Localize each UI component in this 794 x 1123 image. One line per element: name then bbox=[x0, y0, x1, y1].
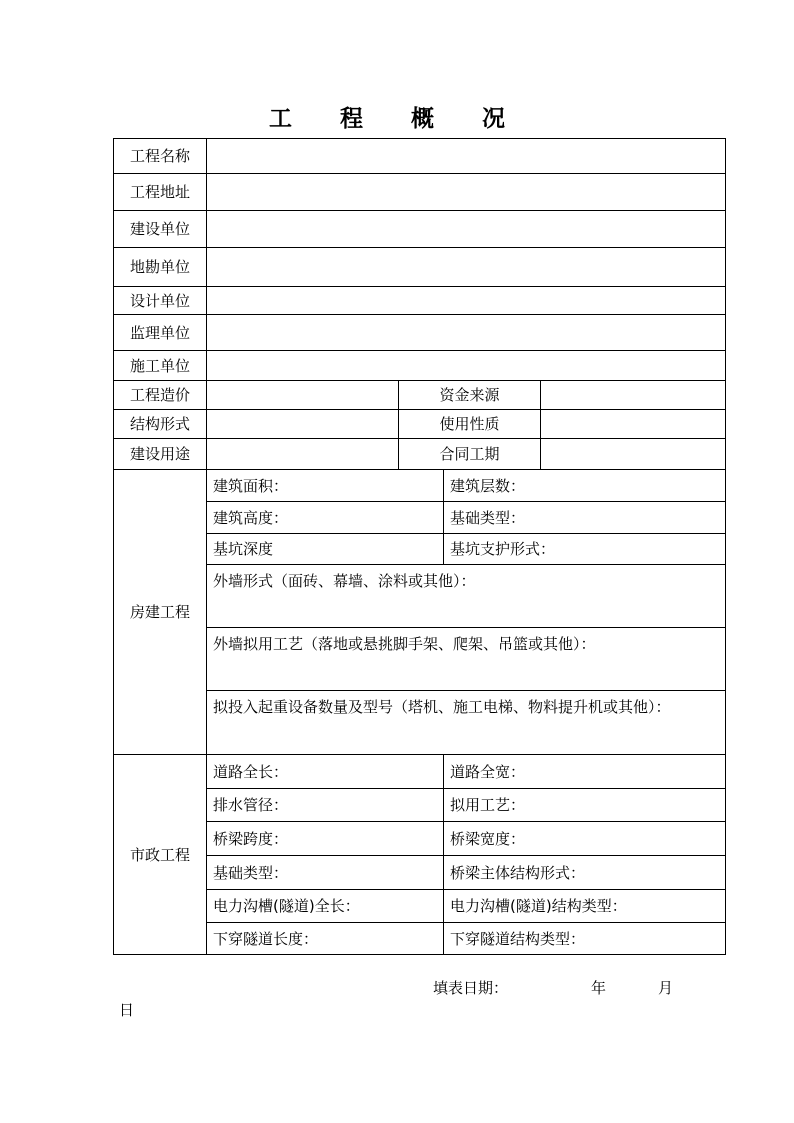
field-trench-length[interactable]: 电力沟槽(隧道)全长： bbox=[207, 890, 444, 923]
field-municipal-foundation-type[interactable]: 基础类型： bbox=[207, 856, 444, 890]
label-design-unit: 设计单位 bbox=[114, 287, 207, 315]
field-pit-depth[interactable]: 基坑深度 bbox=[207, 534, 444, 565]
month-label: 月 bbox=[658, 979, 674, 997]
label-project-name: 工程名称 bbox=[114, 139, 207, 174]
field-building-height[interactable]: 建筑高度： bbox=[207, 502, 444, 534]
input-construction-unit[interactable] bbox=[207, 211, 725, 248]
field-building-floors[interactable]: 建筑层数： bbox=[444, 470, 725, 502]
field-road-length[interactable]: 道路全长： bbox=[207, 755, 444, 789]
fill-date-label: 填表日期： bbox=[433, 979, 509, 997]
label-contract-period: 合同工期 bbox=[399, 439, 541, 470]
label-construction-use: 建设用途 bbox=[114, 439, 207, 470]
label-survey-unit: 地勘单位 bbox=[114, 248, 207, 287]
input-structure-form[interactable] bbox=[207, 410, 399, 439]
field-trench-structure[interactable]: 电力沟槽(隧道)结构类型： bbox=[444, 890, 725, 923]
input-contract-period[interactable] bbox=[541, 439, 725, 470]
input-supervision-unit[interactable] bbox=[207, 315, 725, 351]
field-drain-pipe[interactable]: 排水管径： bbox=[207, 789, 444, 822]
section-label-municipal: 市政工程 bbox=[114, 755, 207, 954]
field-tunnel-length[interactable]: 下穿隧道长度： bbox=[207, 923, 444, 954]
label-fund-source: 资金来源 bbox=[399, 381, 541, 410]
input-use-nature[interactable] bbox=[541, 410, 725, 439]
field-bridge-span[interactable]: 桥梁跨度： bbox=[207, 822, 444, 856]
field-building-area[interactable]: 建筑面积： bbox=[207, 470, 444, 502]
label-use-nature: 使用性质 bbox=[399, 410, 541, 439]
input-builder-unit[interactable] bbox=[207, 351, 725, 381]
label-structure-form: 结构形式 bbox=[114, 410, 207, 439]
input-project-cost[interactable] bbox=[207, 381, 399, 410]
input-project-address[interactable] bbox=[207, 174, 725, 211]
field-road-width[interactable]: 道路全宽： bbox=[444, 755, 725, 789]
field-pit-support[interactable]: 基坑支护形式： bbox=[444, 534, 725, 565]
field-exterior-process[interactable]: 外墙拟用工艺（落地或悬挑脚手架、爬架、吊篮或其他）： bbox=[207, 628, 725, 691]
label-project-address: 工程地址 bbox=[114, 174, 207, 211]
field-foundation-type[interactable]: 基础类型： bbox=[444, 502, 725, 534]
field-exterior-wall[interactable]: 外墙形式（面砖、幕墙、涂料或其他）： bbox=[207, 565, 725, 628]
input-design-unit[interactable] bbox=[207, 287, 725, 315]
project-overview-form bbox=[113, 138, 726, 955]
input-fund-source[interactable] bbox=[541, 381, 725, 410]
section-label-building: 房建工程 bbox=[114, 470, 207, 755]
label-builder-unit: 施工单位 bbox=[114, 351, 207, 381]
field-bridge-width[interactable]: 桥梁宽度： bbox=[444, 822, 725, 856]
label-supervision-unit: 监理单位 bbox=[114, 315, 207, 351]
field-tunnel-structure[interactable]: 下穿隧道结构类型： bbox=[450, 929, 586, 948]
form-title: 工 程 概 况 bbox=[268, 105, 526, 132]
field-bridge-structure[interactable]: 桥梁主体结构形式： bbox=[444, 856, 725, 890]
label-project-cost: 工程造价 bbox=[114, 381, 207, 410]
input-survey-unit[interactable] bbox=[207, 248, 725, 287]
day-label: 日 bbox=[119, 1001, 135, 1019]
year-label: 年 bbox=[591, 979, 607, 997]
input-construction-use[interactable] bbox=[207, 439, 399, 470]
label-construction-unit: 建设单位 bbox=[114, 211, 207, 248]
field-process[interactable]: 拟用工艺： bbox=[444, 789, 725, 822]
field-lifting-equipment[interactable]: 拟投入起重设备数量及型号（塔机、施工电梯、物料提升机或其他）： bbox=[207, 691, 725, 755]
input-project-name[interactable] bbox=[207, 139, 725, 174]
